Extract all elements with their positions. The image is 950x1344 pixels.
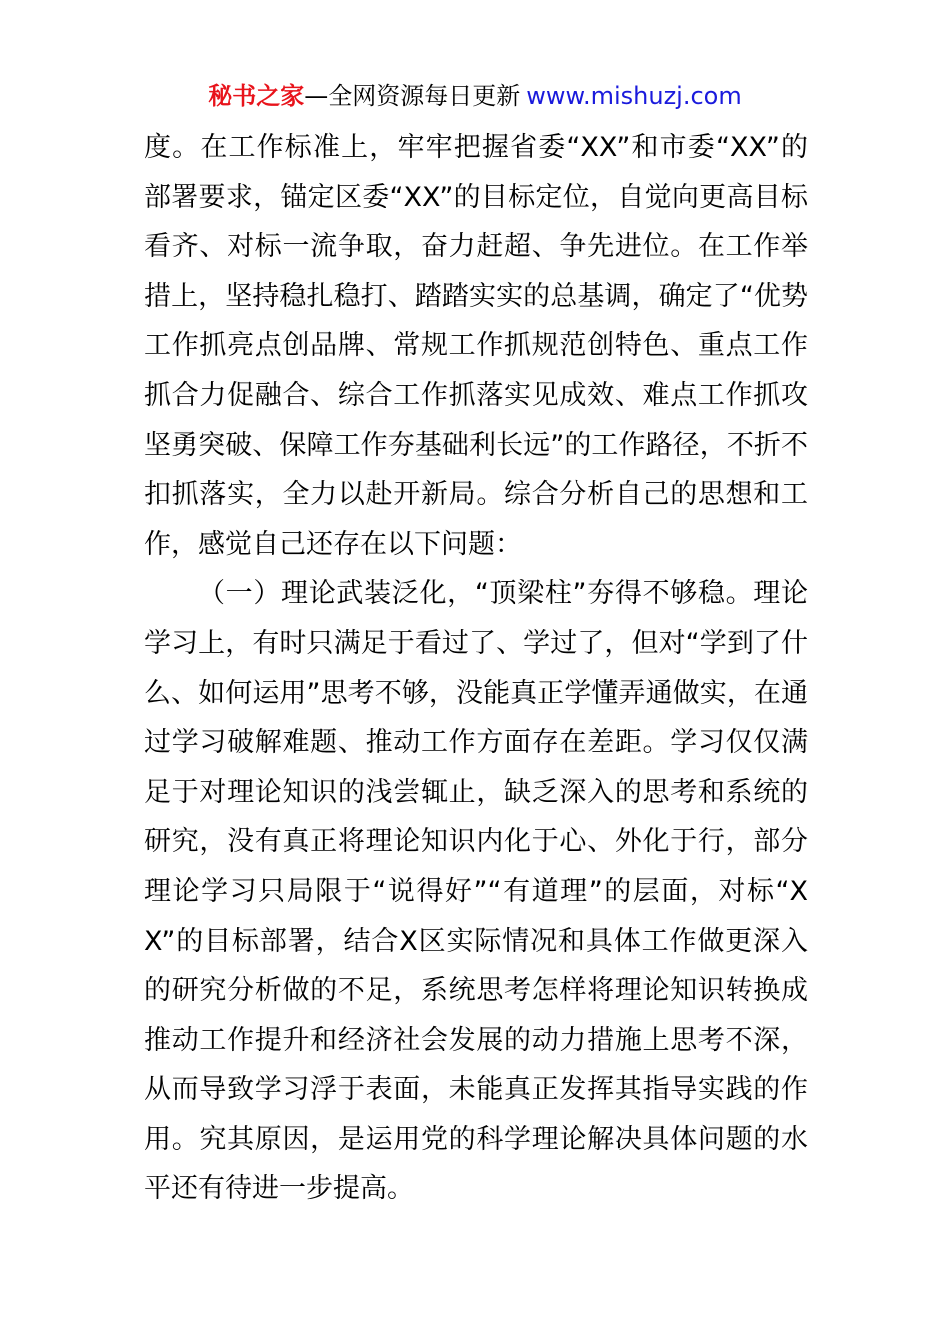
document-body (144, 123, 808, 1214)
page-header (0, 80, 950, 112)
paragraph-continuation: 度。在工作标准上，牢牢把握省委“XX”和市委“XX”的部署要求，锚定区委“XX”的目标定位，自觉向更高目标看齐、对标一流争取，奋力赶超、争先进位。在工作举措上，坚持稳扎稳打、踏踏实实的总基调，确定了“优势工作抓亮点创品牌、常规工作抓规范创特色、重点工作抓合力促融合、综合工作抓落实见成效、难点工作抓攻坚勇突破、保障工作夯基础利长远”的工作路径，不折不扣抓落实，全力以赴开新局。综合分析自己的思想和工作，感觉自己还存在以下问题： (144, 132, 808, 560)
brand-name: 秘书之家 (208, 82, 305, 110)
site-url: www.mishuzj.com (526, 82, 742, 110)
paragraph-issue-one: （一）理论武装泛化，“顶梁柱”夯得不够稳。理论学习上，有时只满足于看过了、学过了，但对“学到了什么、如何运用”思考不够，没能真正学懂弄通做实，在通过学习破解难题、推动工作方面存在差距。学习仅仅满足于对理论知识的浅尝辄止，缺乏深入的思考和系统的研究，没有真正将理论知识内化于心、外化于行，部分理论学习只局限于“说得好”“有道理”的层面，对标“XX”的目标部署，结合X区实际情况和具体工作做更深入的研究分析做的不足，系统思考怎样将理论知识转换成推动工作提升和经济社会发展的动力措施上思考不深，从而导致学习浮于表面，未能真正发挥其指导实践的作用。究其原因，是运用党的科学理论解决具体问题的水平还有待进一步提高。 (144, 578, 808, 1205)
header-slogan: —全网资源每日更新 (304, 82, 521, 110)
